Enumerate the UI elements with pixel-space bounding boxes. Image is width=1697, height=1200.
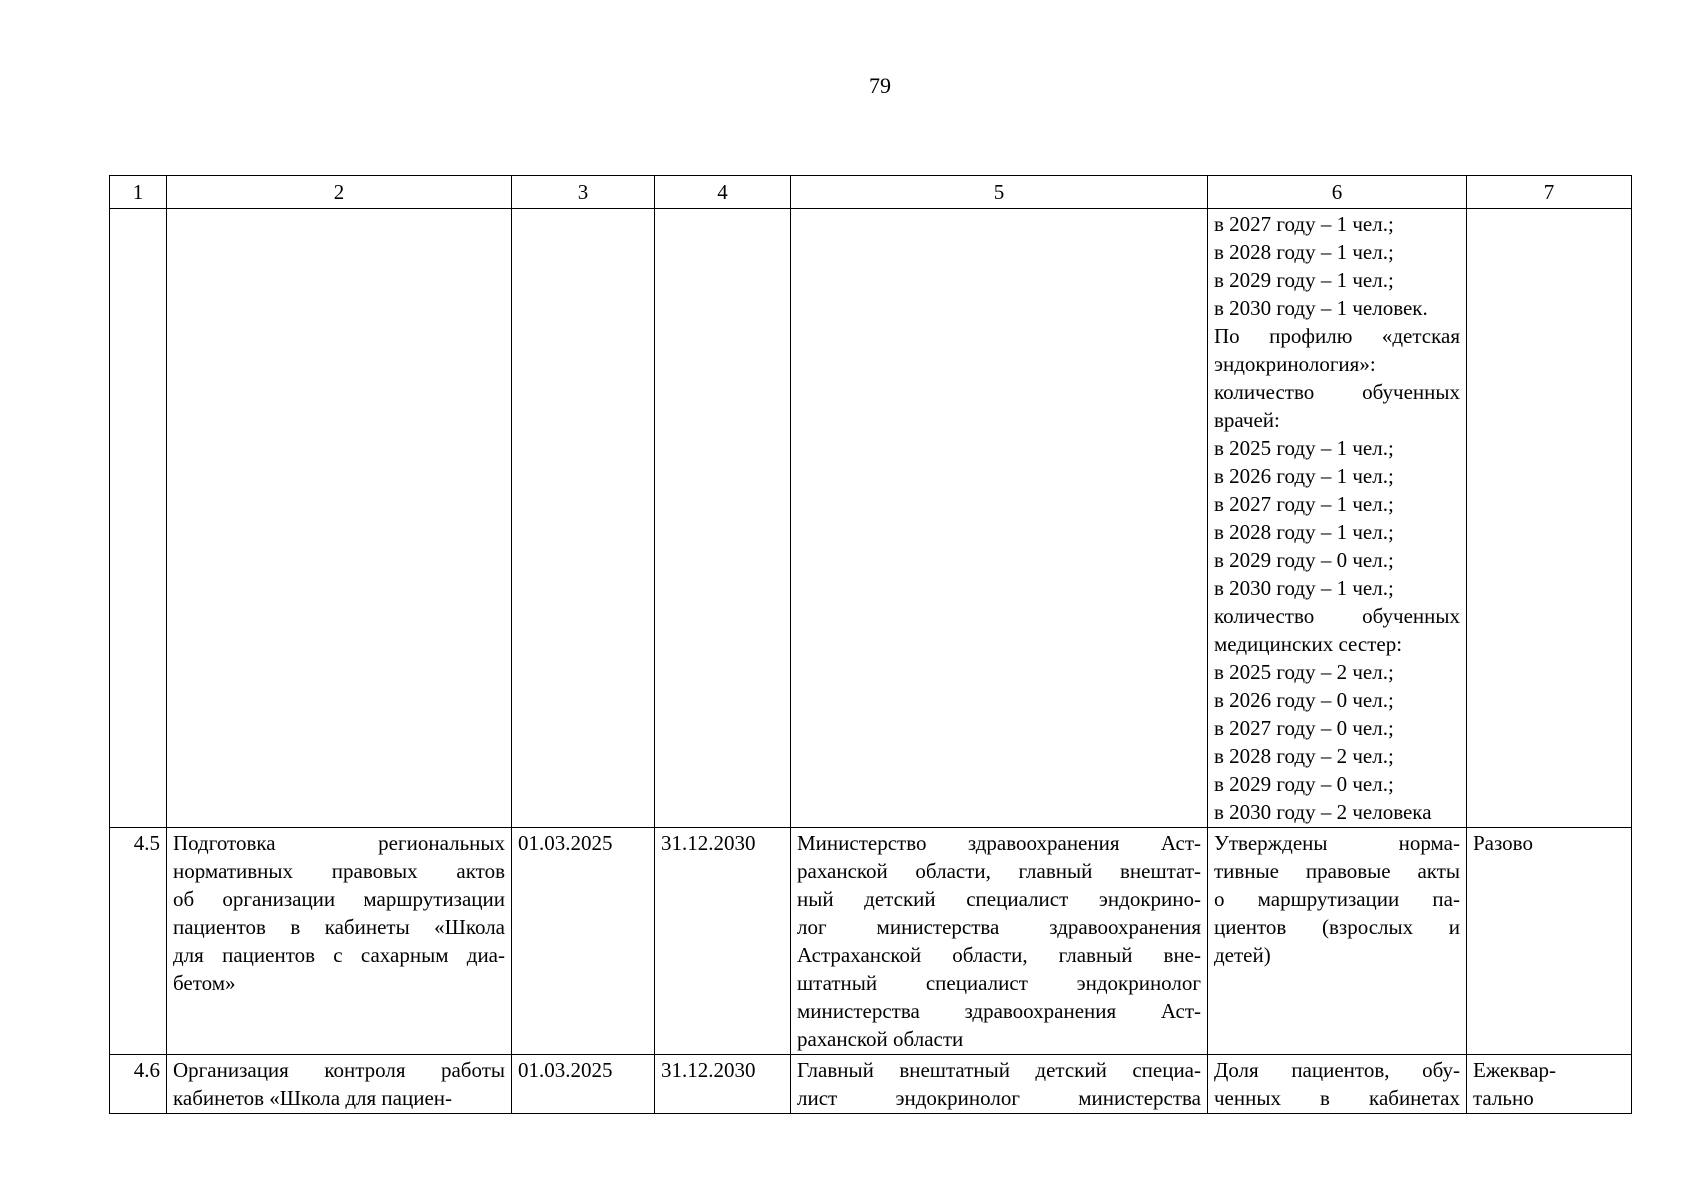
cell-end-date — [655, 209, 791, 828]
column-header: 3 — [512, 176, 655, 209]
result-line: в 2027 году – 1 чел.; — [1214, 492, 1394, 516]
cell-num: 4.5 — [110, 828, 167, 1055]
responsible-line: Министерство здравоохранения Аст- — [797, 831, 1201, 855]
activity-line: Организация контроля работы — [173, 1058, 505, 1082]
result-line: в 2025 году – 1 чел.; — [1214, 436, 1394, 460]
activity-line: нормативных правовых актов — [173, 859, 505, 883]
cell-start-date: 01.03.2025 — [512, 828, 655, 1055]
result-line: циентов (взрослых и — [1214, 915, 1460, 939]
result-line: в 2029 году – 1 чел.; — [1214, 268, 1394, 292]
result-line: в 2030 году – 1 чел.; — [1214, 576, 1394, 600]
result-line: Доля пациентов, обу- — [1214, 1058, 1460, 1082]
responsible-line: лог министерства здравоохранения — [797, 915, 1201, 939]
activity-line: кабинетов «Школа для пациен- — [173, 1086, 453, 1110]
responsible-line: лист эндокринолог министерства — [797, 1086, 1201, 1110]
cell-start-date — [512, 209, 655, 828]
cell-responsible — [791, 209, 1208, 828]
result-line: в 2028 году – 2 чел.; — [1214, 744, 1394, 768]
result-line: в 2026 году – 1 чел.; — [1214, 464, 1394, 488]
result-line: Утверждены норма- — [1214, 831, 1460, 855]
cell-num — [110, 209, 167, 828]
cell-responsible — [791, 828, 1208, 1055]
responsible-line: Главный внештатный детский специа- — [797, 1058, 1201, 1082]
result-line: о маршрутизации па- — [1214, 887, 1460, 911]
header-row — [110, 176, 1632, 209]
cell-activity — [167, 209, 512, 828]
column-header: 4 — [655, 176, 791, 209]
responsible-line: раханской области, главный внештат- — [797, 859, 1201, 883]
result-line: в 2025 году – 2 чел.; — [1214, 660, 1394, 684]
responsible-line: раханской области — [797, 1027, 964, 1051]
result-line: в 2030 году – 1 человек. — [1214, 296, 1428, 320]
cell-start-date: 01.03.2025 — [512, 1055, 655, 1114]
activity-line: Подготовка региональных — [173, 831, 505, 855]
table-row-continuation — [110, 209, 1632, 828]
result-line: в 2030 году – 2 человека — [1214, 800, 1432, 824]
frequency-line: тально — [1473, 1086, 1534, 1110]
table-row-4-5 — [110, 828, 1632, 1055]
frequency-line: Ежеквар- — [1473, 1058, 1557, 1082]
result-line: в 2026 году – 0 чел.; — [1214, 688, 1394, 712]
result-line: врачей: — [1214, 408, 1280, 432]
responsible-line: министерства здравоохранения Аст- — [797, 999, 1201, 1023]
cell-activity — [167, 828, 512, 1055]
result-line: в 2029 году – 0 чел.; — [1214, 772, 1394, 796]
page-number: 79 — [869, 73, 891, 98]
result-line: в 2029 году – 0 чел.; — [1214, 548, 1394, 572]
result-line: в 2028 году – 1 чел.; — [1214, 520, 1394, 544]
responsible-line: Астраханской области, главный вне- — [797, 943, 1201, 967]
column-header: 1 — [110, 176, 167, 209]
result-line: ченных в кабинетах — [1214, 1086, 1460, 1110]
result-line: в 2027 году – 1 чел.; — [1214, 212, 1394, 236]
cell-end-date: 31.12.2030 — [655, 828, 791, 1055]
responsible-line: ный детский специалист эндокрино- — [797, 887, 1201, 911]
result-line: эндокринология»: — [1214, 352, 1376, 376]
result-line: тивные правовые акты — [1214, 859, 1460, 883]
cell-activity — [167, 1055, 512, 1114]
result-line: медицинских сестер: — [1214, 632, 1403, 656]
activities-table — [109, 175, 1632, 1114]
activity-line: для пациентов с сахарным диа- — [173, 943, 505, 967]
column-header: 5 — [791, 176, 1208, 209]
column-header: 7 — [1467, 176, 1632, 209]
cell-result — [1208, 828, 1467, 1055]
result-line: количество обученных — [1214, 380, 1460, 404]
cell-responsible — [791, 1055, 1208, 1114]
cell-result — [1208, 1055, 1467, 1114]
activity-line: об организации маршрутизации — [173, 887, 505, 911]
cell-frequency — [1467, 1055, 1632, 1114]
cell-num: 4.6 — [110, 1055, 167, 1114]
activity-line: пациентов в кабинеты «Школа — [173, 915, 505, 939]
responsible-line: штатный специалист эндокринолог — [797, 971, 1201, 995]
result-line: По профилю «детская — [1214, 324, 1460, 348]
cell-frequency: Разово — [1467, 828, 1632, 1055]
cell-end-date: 31.12.2030 — [655, 1055, 791, 1114]
result-line: количество обученных — [1214, 604, 1460, 628]
cell-frequency — [1467, 209, 1632, 828]
table-row-4-6 — [110, 1055, 1632, 1114]
cell-result — [1208, 209, 1467, 828]
activity-line: бетом» — [173, 971, 236, 995]
column-header: 2 — [167, 176, 512, 209]
result-line: в 2027 году – 0 чел.; — [1214, 716, 1394, 740]
result-line: детей) — [1214, 943, 1271, 967]
column-header: 6 — [1208, 176, 1467, 209]
result-line: в 2028 году – 1 чел.; — [1214, 240, 1394, 264]
